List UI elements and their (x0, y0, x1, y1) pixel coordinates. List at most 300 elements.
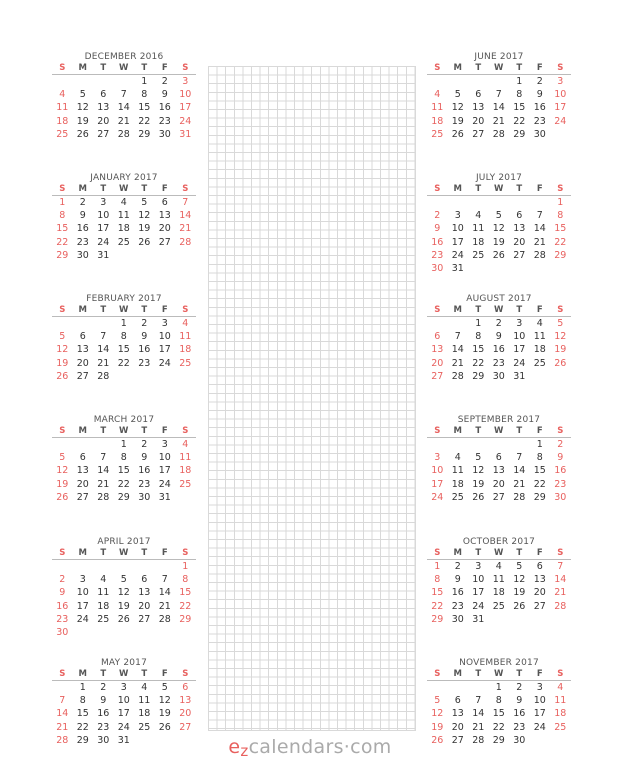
day-cell: 16 (431, 236, 444, 248)
month-block (52, 52, 196, 141)
day-cell: 1 (141, 76, 148, 87)
weekday-header: T (468, 305, 489, 317)
day-cell: 21 (513, 478, 526, 490)
day-cell: 24 (76, 613, 89, 625)
day-cell: 26 (56, 491, 69, 503)
day-cell: 19 (56, 478, 69, 490)
day-cell: 1 (434, 561, 441, 572)
day-cell: 15 (117, 344, 130, 356)
day-cell: 5 (557, 318, 564, 329)
day-cell: 10 (117, 695, 130, 707)
empty-day-cell (114, 560, 135, 573)
day-cell: 13 (492, 465, 505, 477)
day-cell: 24 (533, 721, 546, 733)
weekday-header: S (427, 305, 448, 317)
day-cell: 7 (536, 210, 543, 222)
month-title: JUNE 2017 (474, 52, 524, 62)
day-cell: 14 (117, 102, 130, 114)
day-cell: 27 (451, 734, 464, 746)
day-cell: 27 (97, 128, 110, 140)
day-cell: 25 (492, 600, 505, 612)
month-grid (52, 184, 196, 262)
weekday-header: S (427, 548, 448, 560)
day-cell: 19 (554, 344, 567, 356)
weekday-header: T (468, 426, 489, 438)
weekday-header: M (448, 63, 469, 75)
day-cell: 22 (533, 478, 546, 490)
day-cell: 22 (179, 600, 192, 612)
day-cell: 19 (513, 587, 526, 599)
day-cell: 7 (59, 695, 66, 707)
day-cell: 18 (451, 478, 464, 490)
day-cell: 12 (451, 102, 464, 114)
day-cell: 27 (76, 370, 89, 382)
day-cell: 21 (97, 478, 110, 490)
weekday-header: W (489, 184, 510, 196)
day-cell: 6 (516, 210, 523, 222)
day-cell: 9 (79, 210, 86, 222)
day-cell: 12 (56, 344, 69, 356)
day-cell: 4 (120, 197, 127, 208)
day-cell: 30 (431, 262, 444, 274)
weekday-header: S (52, 548, 73, 560)
weekday-header: T (134, 63, 155, 75)
weekday-header: M (73, 669, 94, 681)
day-cell: 18 (554, 708, 567, 720)
day-cell: 28 (158, 613, 171, 625)
day-cell: 4 (59, 89, 66, 101)
day-cell: 12 (513, 574, 526, 586)
day-cell: 13 (76, 344, 89, 356)
day-cell: 12 (158, 695, 171, 707)
day-cell: 18 (97, 600, 110, 612)
day-cell: 3 (434, 452, 441, 464)
day-cell: 23 (76, 236, 89, 248)
weekday-header: S (175, 305, 196, 317)
day-cell: 3 (454, 210, 461, 222)
day-cell: 24 (179, 115, 192, 127)
day-cell: 2 (79, 197, 86, 208)
day-cell: 22 (513, 115, 526, 127)
day-cell: 14 (179, 210, 192, 222)
day-cell: 28 (451, 370, 464, 382)
day-cell: 17 (158, 344, 171, 356)
weekday-header: F (155, 305, 176, 317)
day-cell: 26 (138, 236, 151, 248)
day-cell: 31 (117, 734, 130, 746)
weekday-header: T (134, 669, 155, 681)
weekday-header: M (448, 426, 469, 438)
day-cell: 8 (475, 331, 482, 343)
day-cell: 29 (117, 491, 130, 503)
day-cell: 17 (117, 708, 130, 720)
weekday-header: F (530, 548, 551, 560)
day-cell: 4 (454, 452, 461, 464)
day-cell: 26 (513, 600, 526, 612)
day-cell: 3 (557, 76, 564, 87)
day-cell: 18 (179, 344, 192, 356)
day-cell: 31 (179, 128, 192, 140)
day-cell: 10 (97, 210, 110, 222)
day-cell: 2 (141, 318, 148, 329)
weekday-header: M (448, 669, 469, 681)
day-cell: 31 (451, 262, 464, 274)
day-cell: 22 (492, 721, 505, 733)
day-cell: 29 (56, 249, 69, 261)
day-cell: 1 (59, 197, 66, 208)
day-cell: 7 (100, 452, 107, 464)
day-cell: 6 (536, 561, 543, 572)
day-cell: 21 (451, 357, 464, 369)
day-cell: 12 (117, 587, 130, 599)
day-cell: 6 (161, 197, 168, 208)
day-cell: 8 (536, 452, 543, 464)
day-cell: 28 (97, 370, 110, 382)
weekday-header: W (489, 548, 510, 560)
weekday-header: S (175, 63, 196, 75)
day-cell: 14 (451, 344, 464, 356)
month-block (427, 294, 571, 383)
day-cell: 23 (97, 721, 110, 733)
weekday-header: S (550, 184, 571, 196)
day-cell: 27 (179, 721, 192, 733)
day-cell: 17 (76, 600, 89, 612)
day-cell: 4 (434, 89, 441, 101)
empty-day-cell (509, 196, 530, 209)
month-title: JANUARY 2017 (90, 173, 158, 183)
weekday-header: T (468, 63, 489, 75)
day-cell: 6 (100, 89, 107, 101)
day-cell: 3 (100, 197, 107, 208)
weekday-header: T (468, 669, 489, 681)
day-cell: 20 (533, 587, 546, 599)
day-cell: 9 (59, 587, 66, 599)
day-cell: 20 (179, 708, 192, 720)
day-cell: 21 (179, 223, 192, 235)
day-cell: 26 (554, 357, 567, 369)
day-cell: 29 (513, 128, 526, 140)
weekday-header: T (134, 305, 155, 317)
day-cell: 4 (495, 561, 502, 572)
empty-day-cell (427, 317, 448, 330)
weekday-header: F (530, 184, 551, 196)
month-block (427, 415, 571, 504)
day-cell: 25 (431, 128, 444, 140)
weekday-header: F (530, 63, 551, 75)
day-cell: 25 (97, 613, 110, 625)
day-cell: 10 (472, 574, 485, 586)
weekday-header: T (134, 426, 155, 438)
day-cell: 7 (120, 89, 127, 101)
day-cell: 22 (76, 721, 89, 733)
empty-day-cell (448, 196, 469, 209)
weekday-header: W (489, 669, 510, 681)
month-grid (427, 184, 571, 275)
day-cell: 5 (79, 89, 86, 101)
day-cell: 18 (56, 115, 69, 127)
month-block (52, 658, 196, 747)
weekday-header: S (52, 305, 73, 317)
day-cell: 9 (495, 331, 502, 343)
day-cell: 16 (56, 600, 69, 612)
day-cell: 18 (492, 587, 505, 599)
day-cell: 3 (516, 318, 523, 329)
day-cell: 10 (554, 89, 567, 101)
day-cell: 22 (431, 600, 444, 612)
day-cell: 5 (495, 210, 502, 222)
day-cell: 2 (454, 561, 461, 572)
day-cell: 16 (492, 344, 505, 356)
day-cell: 15 (472, 344, 485, 356)
day-cell: 16 (76, 223, 89, 235)
weekday-header: T (509, 548, 530, 560)
day-cell: 25 (472, 249, 485, 261)
day-cell: 16 (554, 465, 567, 477)
day-cell: 25 (533, 357, 546, 369)
day-cell: 8 (434, 574, 441, 586)
empty-day-cell (468, 75, 489, 88)
day-cell: 14 (492, 102, 505, 114)
day-cell: 24 (513, 357, 526, 369)
day-cell: 14 (97, 344, 110, 356)
weekday-header: M (73, 426, 94, 438)
weekday-header: S (550, 669, 571, 681)
day-cell: 28 (492, 128, 505, 140)
day-cell: 30 (138, 491, 151, 503)
weekday-header: T (509, 305, 530, 317)
weekday-header: F (155, 184, 176, 196)
day-cell: 21 (117, 115, 130, 127)
weekday-header: M (448, 548, 469, 560)
day-cell: 16 (513, 708, 526, 720)
day-cell: 5 (161, 682, 168, 693)
weekday-header: T (93, 184, 114, 196)
day-cell: 3 (79, 574, 86, 586)
month-title: FEBRUARY 2017 (86, 294, 162, 304)
weekday-header: S (550, 63, 571, 75)
month-title: MAY 2017 (100, 658, 148, 668)
day-cell: 21 (554, 587, 567, 599)
day-cell: 19 (56, 357, 69, 369)
month-title: MARCH 2017 (93, 415, 155, 425)
day-cell: 11 (97, 587, 110, 599)
month-title: SEPTEMBER 2017 (457, 415, 541, 425)
weekday-header: T (93, 63, 114, 75)
day-cell: 24 (554, 115, 567, 127)
month-block (427, 173, 571, 275)
day-cell: 9 (100, 695, 107, 707)
day-cell: 15 (179, 587, 192, 599)
day-cell: 11 (138, 695, 151, 707)
month-grid (52, 305, 196, 383)
month-block (427, 52, 571, 141)
day-cell: 1 (557, 197, 564, 208)
day-cell: 8 (495, 695, 502, 707)
day-cell: 22 (554, 236, 567, 248)
day-cell: 16 (138, 344, 151, 356)
day-cell: 19 (492, 236, 505, 248)
day-cell: 8 (79, 695, 86, 707)
weekday-header: S (175, 548, 196, 560)
day-cell: 28 (97, 491, 110, 503)
day-cell: 20 (451, 721, 464, 733)
empty-day-cell (427, 681, 448, 694)
day-cell: 13 (179, 695, 192, 707)
day-cell: 8 (59, 210, 66, 222)
day-cell: 5 (516, 561, 523, 572)
day-cell: 1 (120, 318, 127, 329)
month-grid (52, 548, 196, 639)
day-cell: 4 (182, 439, 189, 450)
day-cell: 30 (554, 491, 567, 503)
day-cell: 27 (513, 249, 526, 261)
day-cell: 10 (179, 89, 192, 101)
empty-day-cell (93, 560, 114, 573)
day-cell: 13 (158, 210, 171, 222)
empty-day-cell (155, 560, 176, 573)
weekday-header: T (134, 184, 155, 196)
weekday-header: M (73, 63, 94, 75)
day-cell: 6 (141, 574, 148, 586)
day-cell: 3 (475, 561, 482, 572)
day-cell: 4 (141, 682, 148, 693)
month-grid (52, 426, 196, 504)
day-cell: 26 (117, 613, 130, 625)
day-cell: 4 (557, 682, 564, 693)
weekday-header: T (509, 63, 530, 75)
day-cell: 11 (117, 210, 130, 222)
day-cell: 24 (431, 491, 444, 503)
day-cell: 11 (533, 331, 546, 343)
weekday-header: T (509, 184, 530, 196)
day-cell: 2 (557, 439, 564, 450)
month-block (52, 537, 196, 639)
month-title: OCTOBER 2017 (462, 537, 536, 547)
month-grid (427, 426, 571, 504)
day-cell: 2 (59, 574, 66, 586)
weekday-header: S (427, 184, 448, 196)
day-cell: 31 (158, 491, 171, 503)
empty-day-cell (73, 75, 94, 88)
empty-day-cell (52, 438, 73, 451)
day-cell: 25 (138, 721, 151, 733)
day-cell: 25 (554, 721, 567, 733)
day-cell: 21 (492, 115, 505, 127)
month-title: AUGUST 2017 (466, 294, 532, 304)
weekday-header: S (52, 669, 73, 681)
day-cell: 10 (158, 331, 171, 343)
empty-day-cell (52, 681, 73, 694)
day-cell: 4 (475, 210, 482, 222)
day-cell: 26 (56, 370, 69, 382)
day-cell: 29 (431, 613, 444, 625)
day-cell: 2 (141, 439, 148, 450)
empty-day-cell (448, 681, 469, 694)
day-cell: 10 (76, 587, 89, 599)
day-cell: 4 (182, 318, 189, 329)
day-cell: 9 (536, 89, 543, 101)
weekday-header: W (114, 669, 135, 681)
empty-day-cell (489, 75, 510, 88)
empty-day-cell (448, 438, 469, 451)
weekday-header: W (489, 63, 510, 75)
day-cell: 8 (516, 89, 523, 101)
day-cell: 21 (56, 721, 69, 733)
day-cell: 6 (79, 452, 86, 464)
day-cell: 8 (120, 452, 127, 464)
weekday-header: T (93, 548, 114, 560)
day-cell: 1 (79, 682, 86, 693)
day-cell: 13 (138, 587, 151, 599)
empty-day-cell (427, 75, 448, 88)
day-cell: 28 (179, 236, 192, 248)
weekday-header: M (448, 305, 469, 317)
day-cell: 11 (492, 574, 505, 586)
weekday-header: W (114, 426, 135, 438)
empty-day-cell (448, 317, 469, 330)
day-cell: 27 (138, 613, 151, 625)
empty-day-cell (134, 560, 155, 573)
weekday-header: W (489, 305, 510, 317)
day-cell: 30 (97, 734, 110, 746)
day-cell: 1 (120, 439, 127, 450)
day-cell: 14 (513, 465, 526, 477)
empty-day-cell (73, 438, 94, 451)
day-cell: 19 (158, 708, 171, 720)
day-cell: 19 (451, 115, 464, 127)
month-block (52, 173, 196, 262)
day-cell: 17 (513, 344, 526, 356)
weekday-header: M (73, 548, 94, 560)
day-cell: 2 (434, 210, 441, 222)
day-cell: 31 (472, 613, 485, 625)
day-cell: 20 (76, 357, 89, 369)
weekday-header: S (550, 305, 571, 317)
day-cell: 5 (475, 452, 482, 464)
day-cell: 6 (434, 331, 441, 343)
day-cell: 27 (431, 370, 444, 382)
day-cell: 3 (182, 76, 189, 87)
day-cell: 9 (141, 331, 148, 343)
weekday-header: S (427, 63, 448, 75)
day-cell: 3 (120, 682, 127, 693)
weekday-header: M (73, 305, 94, 317)
day-cell: 25 (451, 491, 464, 503)
day-cell: 11 (179, 452, 192, 464)
day-cell: 10 (158, 452, 171, 464)
day-cell: 2 (161, 76, 168, 87)
day-cell: 5 (454, 89, 461, 101)
day-cell: 27 (76, 491, 89, 503)
day-cell: 15 (56, 223, 69, 235)
day-cell: 13 (451, 708, 464, 720)
day-cell: 11 (179, 331, 192, 343)
day-cell: 29 (492, 734, 505, 746)
empty-day-cell (468, 196, 489, 209)
day-cell: 28 (56, 734, 69, 746)
day-cell: 25 (117, 236, 130, 248)
empty-day-cell (509, 438, 530, 451)
day-cell: 25 (179, 478, 192, 490)
day-cell: 1 (182, 561, 189, 572)
day-cell: 19 (138, 223, 151, 235)
day-cell: 7 (100, 331, 107, 343)
weekday-header: T (509, 669, 530, 681)
day-cell: 12 (554, 331, 567, 343)
day-cell: 2 (100, 682, 107, 693)
day-cell: 26 (472, 491, 485, 503)
weekday-header: F (155, 669, 176, 681)
